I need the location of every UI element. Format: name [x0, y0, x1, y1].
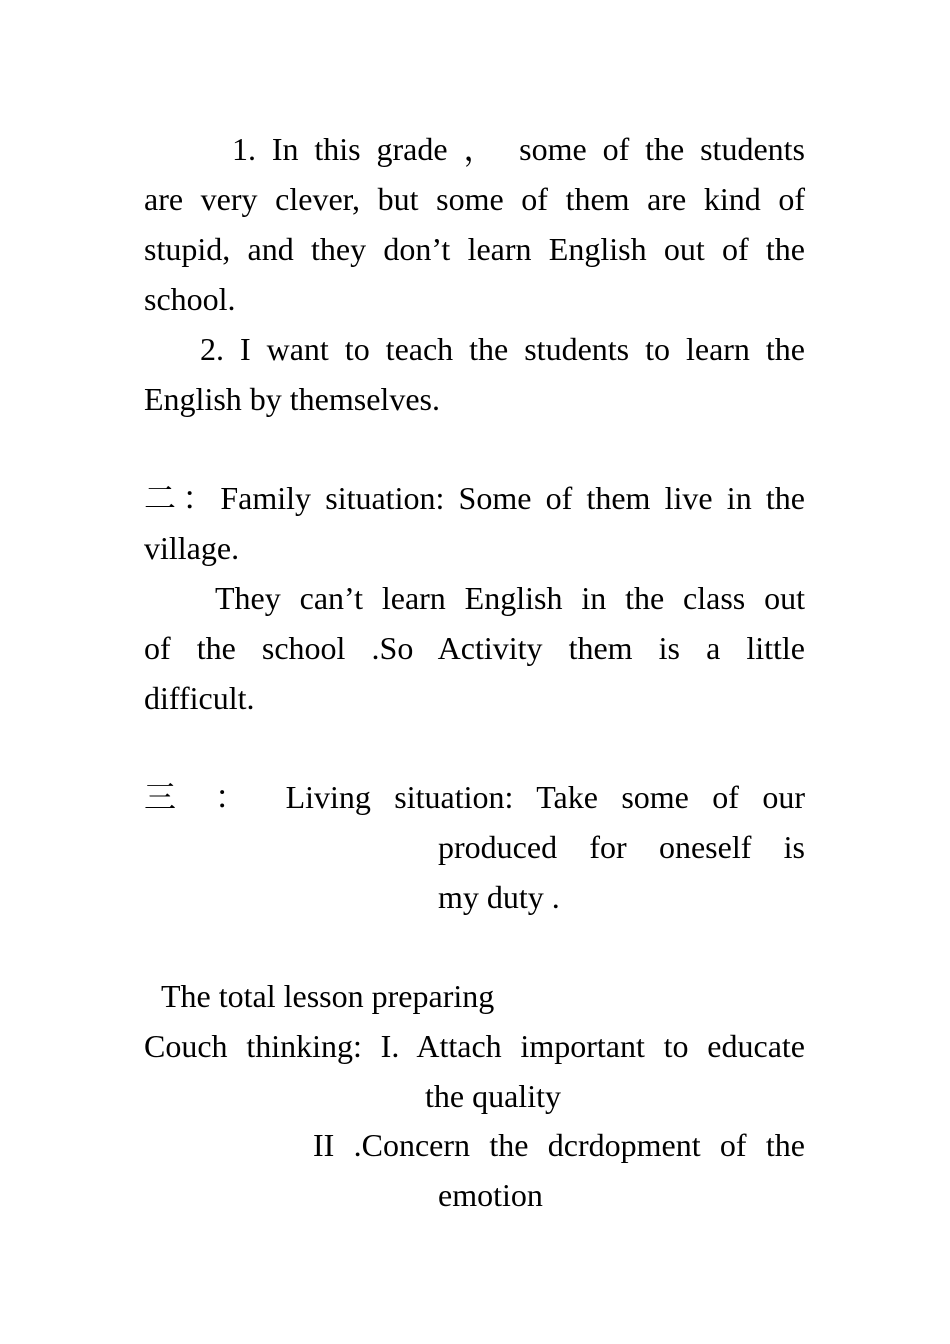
- couch-thinking-line-2: the quality: [425, 1078, 561, 1114]
- item-1-line-1: 1. In this grade ， some of the students: [232, 131, 805, 167]
- family-situation-line-5: difficult.: [144, 680, 255, 716]
- item-1-line-2: are very clever, but some of them are kind of: [144, 181, 805, 217]
- living-situation-line-1: 三 ： Living situation: Take some of our: [144, 779, 805, 815]
- family-situation-line-1: 二：Family situation: Some of them live in the: [144, 480, 805, 516]
- item-2-line-2: English by themselves.: [144, 381, 440, 417]
- item-1-line-4: school.: [144, 281, 236, 317]
- couch-thinking-line-1: Couch thinking: I. Attach important to educate: [144, 1028, 805, 1064]
- family-situation-line-2: village.: [144, 530, 240, 566]
- item-1-line-3: stupid, and they don’t learn English out of the: [144, 231, 805, 267]
- family-situation-line-3: They can’t learn English in the class out: [215, 580, 805, 616]
- item-2-line-1: 2. I want to teach the students to learn the: [200, 331, 805, 367]
- lesson-heading: The total lesson preparing: [161, 978, 495, 1014]
- living-situation-line-3: my duty .: [438, 879, 560, 915]
- couch-thinking-line-3: II .Concern the dcrdopment of the: [313, 1127, 805, 1163]
- living-situation-line-2: produced for oneself is: [438, 829, 805, 865]
- couch-thinking-line-4: emotion: [438, 1177, 543, 1213]
- family-situation-line-4: of the school .So Activity them is a little: [144, 630, 805, 666]
